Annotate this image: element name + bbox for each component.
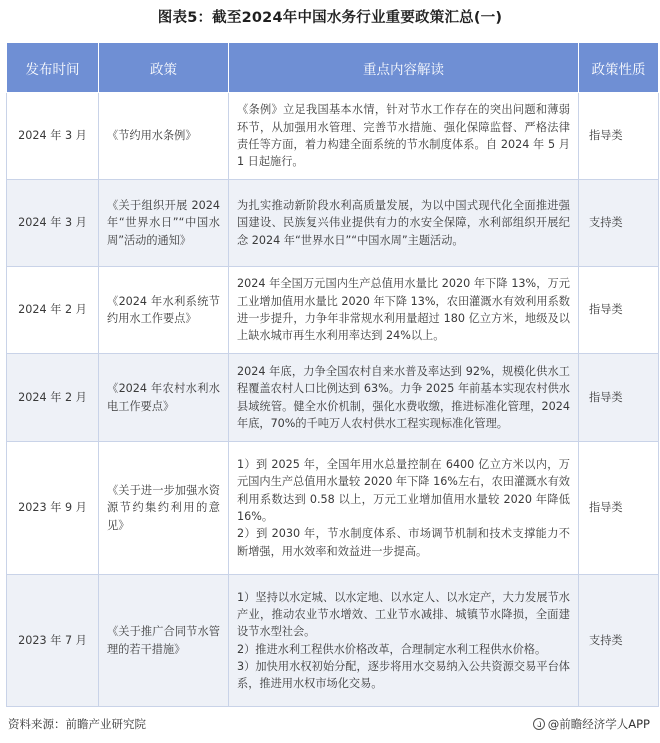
cell-time: 2023 年 9 月 xyxy=(7,442,99,575)
cell-time: 2024 年 3 月 xyxy=(7,180,99,267)
header-nature: 政策性质 xyxy=(579,43,659,93)
table-row xyxy=(7,354,659,442)
cell-content xyxy=(229,575,579,707)
policy-table xyxy=(6,42,659,707)
table-row xyxy=(7,267,659,354)
content-paragraph: 2024 年底，力争全国农村自来水普及率达到 92%，规模化供水工程覆盖农村人口比例达到 63%。力争 2025 年前基本实现农村供水县域统管。健全水价机制，强化水费收缴，推进标准化管理，2024 年底，70%的千吨万人农村供水工程实现标准化管理。 xyxy=(237,364,570,430)
qianzhan-logo-icon xyxy=(533,718,545,730)
content-paragraph: 1）坚持以水定城、以水定地、以水定人、以水定产，大力发展节水产业，推动农业节水增效、工业节水减排、城镇节水降损，全面建设节水型社会。 xyxy=(237,590,570,639)
brand-attribution xyxy=(533,716,650,732)
cell-policy: 《节约用水条例》 xyxy=(99,93,229,180)
brand-label: @前瞻经济学人APP xyxy=(547,717,650,731)
content-paragraph: 为扎实推动新阶段水利高质量发展，为以中国式现代化全面推进强国建设、民族复兴伟业提供有力的水安全保障，水利部组织开展纪念 2024 年“世界水日”“中国水周”主题活动。 xyxy=(237,199,570,247)
cell-time: 2023 年 7 月 xyxy=(7,575,99,707)
cell-nature: 指导类 xyxy=(579,442,659,575)
cell-content xyxy=(229,267,579,354)
cell-content xyxy=(229,93,579,180)
table-row xyxy=(7,180,659,267)
header-content: 重点内容解读 xyxy=(229,43,579,93)
cell-nature: 支持类 xyxy=(579,180,659,267)
cell-policy: 《关于进一步加强水资源节约集约利用的意见》 xyxy=(99,442,229,575)
cell-policy: 《关于推广合同节水管理的若干措施》 xyxy=(99,575,229,707)
table-row xyxy=(7,442,659,575)
source-note: 资料来源：前瞻产业研究院 xyxy=(8,717,146,731)
cell-nature: 指导类 xyxy=(579,354,659,442)
cell-time: 2024 年 2 月 xyxy=(7,267,99,354)
content-paragraph: 2024 年全国万元国内生产总值用水量比 2020 年下降 13%，万元工业增加值用水量比 2020 年下降 13%，农田灌溉水有效利用系数进一步提升，力争年非常规水利用量超过 180 亿立方米，地级及以上缺水城市再生水利用率达到 24%以上。 xyxy=(237,277,570,343)
header-policy: 政策 xyxy=(99,43,229,93)
cell-time: 2024 年 3 月 xyxy=(7,93,99,180)
content-paragraph: 《条例》立足我国基本水情，针对节水工作存在的突出问题和薄弱环节，从加强用水管理、完善节水措施、强化保障监督、严格法律责任等方面，着力构建全面系统的节水制度体系。自 2024 年 5 月 1 日起施行。 xyxy=(237,103,570,169)
cell-nature: 指导类 xyxy=(579,93,659,180)
table-row xyxy=(7,575,659,707)
cell-policy: 《关于组织开展 2024 年“世界水日”“中国水周”活动的通知》 xyxy=(99,180,229,267)
cell-policy: 《2024 年农村水利水电工作要点》 xyxy=(99,354,229,442)
cell-policy: 《2024 年水利系统节约用水工作要点》 xyxy=(99,267,229,354)
page-title: 图表5：截至2024年中国水务行业重要政策汇总(一) xyxy=(157,10,503,26)
content-paragraph: 2）推进水利工程供水价格改革，合理制定水利工程供水价格。 xyxy=(237,642,547,656)
cell-content xyxy=(229,354,579,442)
table-row xyxy=(7,93,659,180)
content-paragraph: 3）加快用水权初始分配，逐步将用水交易纳入公共资源交易平台体系，推进用水权市场化交易。 xyxy=(237,659,570,691)
cell-content xyxy=(229,180,579,267)
table-header-row xyxy=(7,43,659,93)
cell-nature: 支持类 xyxy=(579,575,659,707)
header-time: 发布时间 xyxy=(7,43,99,93)
content-paragraph: 1）到 2025 年，全国年用水总量控制在 6400 亿立方米以内，万元国内生产总值用水量较 2020 年下降 16%左右，农田灌溉水有效利用系数达到 0.58 以上，万元工业增加值用水量较 2020 年降低 16%。 xyxy=(237,458,570,523)
cell-nature: 指导类 xyxy=(579,267,659,354)
cell-time: 2024 年 2 月 xyxy=(7,354,99,442)
content-paragraph: 2）到 2030 年，节水制度体系、市场调节机制和技术支撑能力不断增强，用水效率和效益进一步提高。 xyxy=(237,527,570,558)
cell-content xyxy=(229,442,579,575)
